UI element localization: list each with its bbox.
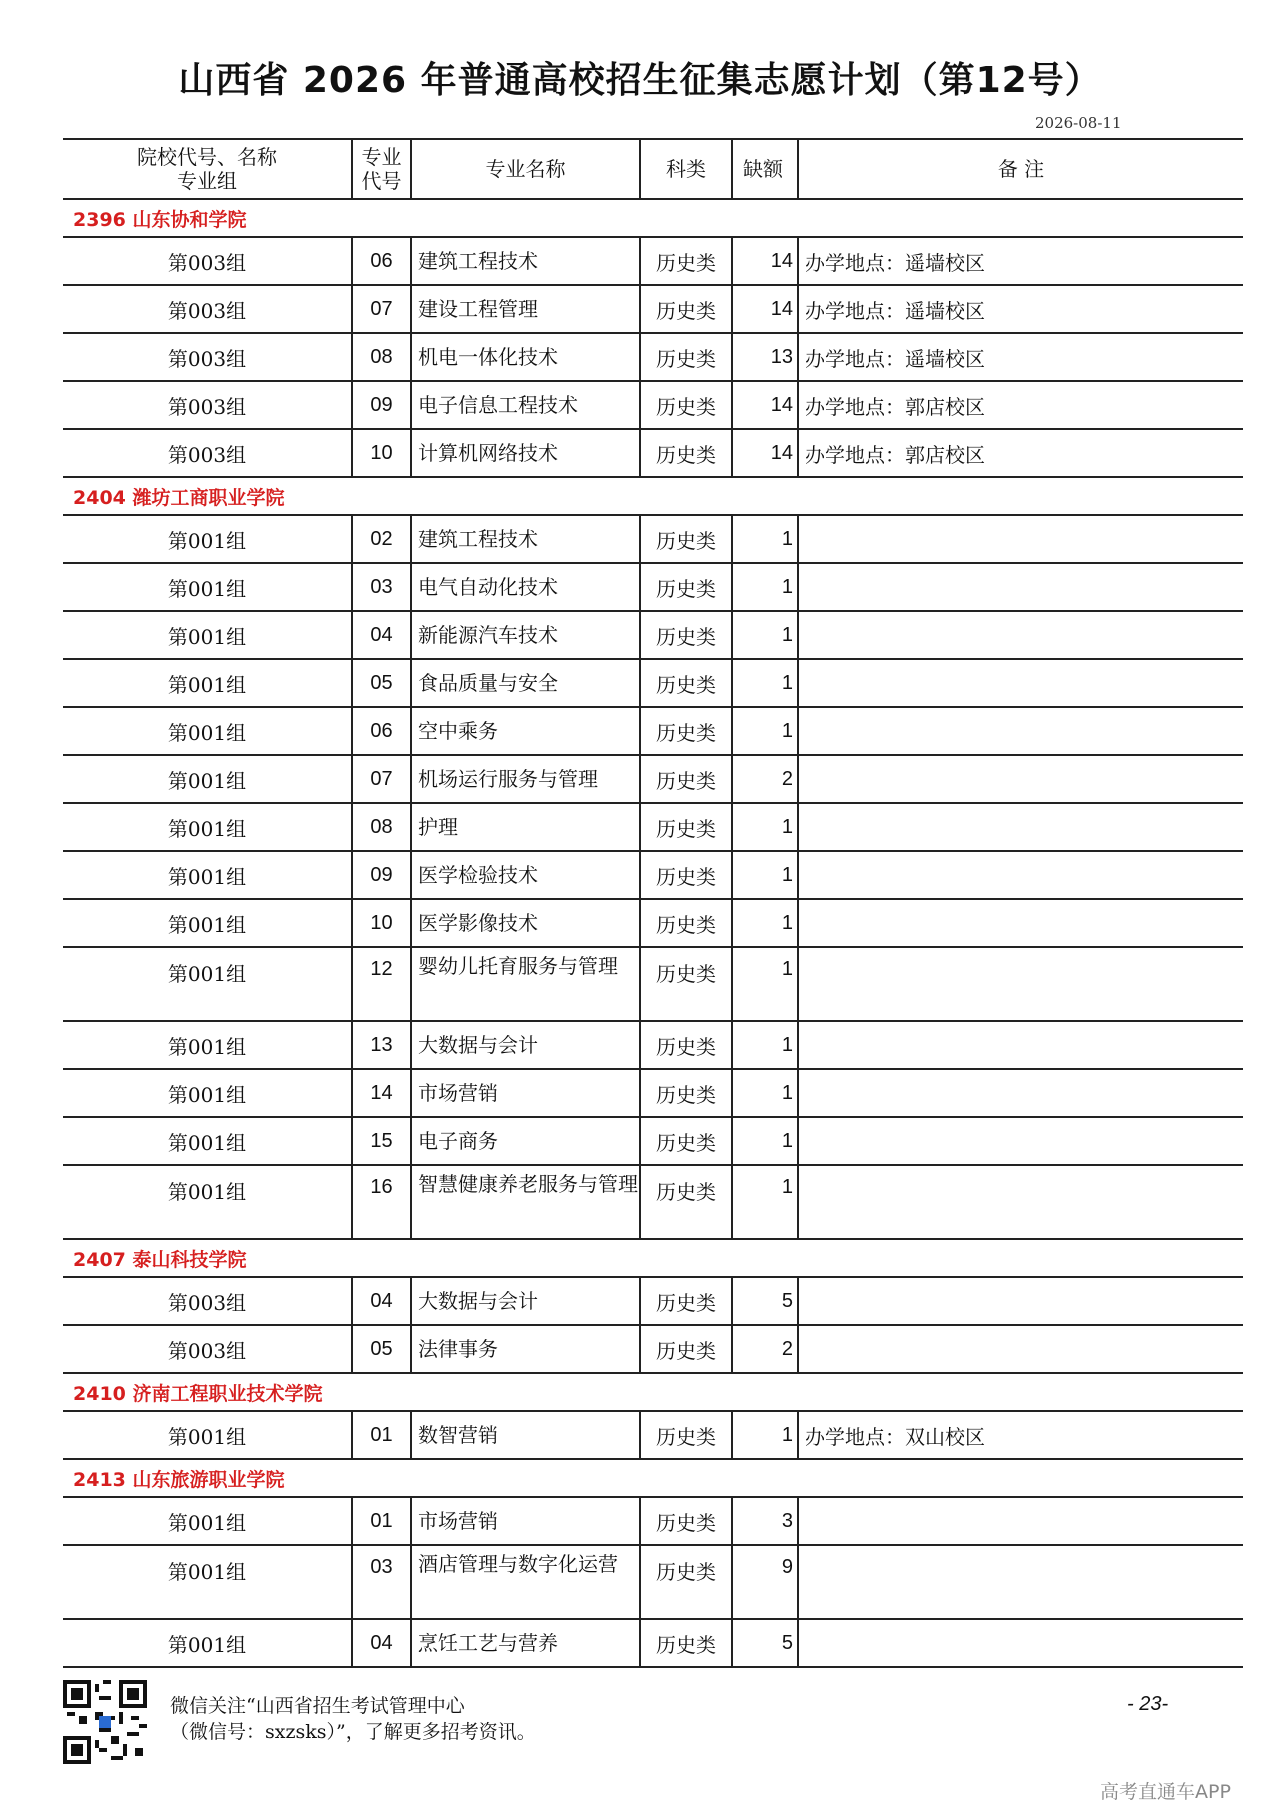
group-cell: 第001组 <box>63 1497 352 1545</box>
category-cell: 历史类 <box>640 659 732 707</box>
major-name-cell: 婴幼儿托育服务与管理 <box>411 947 640 1021</box>
category-cell: 历史类 <box>640 707 732 755</box>
note-cell <box>798 563 1243 611</box>
table-row <box>63 237 1243 285</box>
major-name-cell: 建筑工程技术 <box>411 237 640 285</box>
note-cell <box>798 1325 1243 1373</box>
group-cell: 第003组 <box>63 333 352 381</box>
group-cell: 第003组 <box>63 1277 352 1325</box>
category-cell: 历史类 <box>640 803 732 851</box>
group-cell: 第001组 <box>63 1411 352 1459</box>
group-cell: 第003组 <box>63 1325 352 1373</box>
major-name-cell: 空中乘务 <box>411 707 640 755</box>
group-cell: 第001组 <box>63 1545 352 1619</box>
major-code-cell: 14 <box>352 1069 411 1117</box>
group-cell: 第003组 <box>63 285 352 333</box>
quota-cell: 1 <box>732 1021 798 1069</box>
major-code-cell: 09 <box>352 851 411 899</box>
category-cell: 历史类 <box>640 1021 732 1069</box>
category-cell: 历史类 <box>640 333 732 381</box>
group-cell: 第001组 <box>63 1069 352 1117</box>
note-cell: 办学地点：遥墙校区 <box>798 333 1243 381</box>
table-row <box>63 707 1243 755</box>
qr-code-icon <box>63 1680 147 1764</box>
major-code-cell: 13 <box>352 1021 411 1069</box>
publish-date: 2026-08-11 <box>1035 114 1122 132</box>
major-code-cell: 10 <box>352 899 411 947</box>
header-code: 专业 代号 <box>352 139 411 199</box>
note-cell: 办学地点：双山校区 <box>798 1411 1243 1459</box>
major-code-cell: 08 <box>352 803 411 851</box>
major-code-cell: 05 <box>352 659 411 707</box>
quota-cell: 1 <box>732 803 798 851</box>
category-cell: 历史类 <box>640 1497 732 1545</box>
quota-cell: 1 <box>732 1117 798 1165</box>
group-cell: 第001组 <box>63 611 352 659</box>
note-cell <box>798 851 1243 899</box>
major-code-cell: 02 <box>352 515 411 563</box>
category-cell: 历史类 <box>640 429 732 477</box>
group-cell: 第003组 <box>63 237 352 285</box>
quota-cell: 1 <box>732 851 798 899</box>
major-code-cell: 01 <box>352 1497 411 1545</box>
table-row <box>63 1325 1243 1373</box>
school-header-row <box>63 199 1243 237</box>
quota-cell: 1 <box>732 611 798 659</box>
table-row <box>63 381 1243 429</box>
major-code-cell: 05 <box>352 1325 411 1373</box>
table-row <box>63 515 1243 563</box>
table-row <box>63 563 1243 611</box>
major-name-cell: 新能源汽车技术 <box>411 611 640 659</box>
category-cell: 历史类 <box>640 947 732 1021</box>
major-name-cell: 护理 <box>411 803 640 851</box>
category-cell: 历史类 <box>640 1411 732 1459</box>
plan-body <box>63 199 1243 1667</box>
quota-cell: 14 <box>732 429 798 477</box>
group-cell: 第001组 <box>63 563 352 611</box>
table-row <box>63 429 1243 477</box>
table-row <box>63 1497 1243 1545</box>
table-row <box>63 611 1243 659</box>
major-name-cell: 机电一体化技术 <box>411 333 640 381</box>
major-code-cell: 15 <box>352 1117 411 1165</box>
major-name-cell: 计算机网络技术 <box>411 429 640 477</box>
category-cell: 历史类 <box>640 381 732 429</box>
quota-cell: 1 <box>732 659 798 707</box>
major-code-cell: 01 <box>352 1411 411 1459</box>
school-name: 2404 潍坊工商职业学院 <box>63 477 1243 515</box>
page-title: 山西省 2026 年普通高校招生征集志愿计划（第12号） <box>178 60 1102 101</box>
table-row <box>63 947 1243 1021</box>
major-name-cell: 酒店管理与数字化运营 <box>411 1545 640 1619</box>
major-name-cell: 机场运行服务与管理 <box>411 755 640 803</box>
group-cell: 第003组 <box>63 381 352 429</box>
category-cell: 历史类 <box>640 1545 732 1619</box>
school-header-row <box>63 477 1243 515</box>
major-code-cell: 10 <box>352 429 411 477</box>
note-cell <box>798 611 1243 659</box>
quota-cell: 1 <box>732 899 798 947</box>
school-header-row <box>63 1459 1243 1497</box>
major-name-cell: 食品质量与安全 <box>411 659 640 707</box>
note-cell <box>798 899 1243 947</box>
major-code-cell: 04 <box>352 1277 411 1325</box>
quota-cell: 1 <box>732 707 798 755</box>
table-row <box>63 285 1243 333</box>
table-row <box>63 1021 1243 1069</box>
major-code-cell: 03 <box>352 563 411 611</box>
note-cell <box>798 755 1243 803</box>
major-name-cell: 建设工程管理 <box>411 285 640 333</box>
category-cell: 历史类 <box>640 563 732 611</box>
major-name-cell: 智慧健康养老服务与管理 <box>411 1165 640 1239</box>
note-cell <box>798 1117 1243 1165</box>
major-name-cell: 市场营销 <box>411 1069 640 1117</box>
category-cell: 历史类 <box>640 1277 732 1325</box>
category-cell: 历史类 <box>640 851 732 899</box>
group-cell: 第003组 <box>63 429 352 477</box>
school-name: 2410 济南工程职业技术学院 <box>63 1373 1243 1411</box>
table-row <box>63 1069 1243 1117</box>
major-code-cell: 09 <box>352 381 411 429</box>
category-cell: 历史类 <box>640 515 732 563</box>
note-cell: 办学地点：郭店校区 <box>798 381 1243 429</box>
category-cell: 历史类 <box>640 1117 732 1165</box>
note-cell <box>798 1021 1243 1069</box>
table-row <box>63 659 1243 707</box>
group-cell: 第001组 <box>63 1165 352 1239</box>
page-number: - 23- <box>1127 1693 1169 1715</box>
major-code-cell: 06 <box>352 237 411 285</box>
header-notes: 备 注 <box>798 139 1243 199</box>
plan-table <box>63 138 1243 1668</box>
table-row <box>63 1619 1243 1667</box>
quota-cell: 14 <box>732 381 798 429</box>
table-row <box>63 1545 1243 1619</box>
major-code-cell: 04 <box>352 611 411 659</box>
school-header-row <box>63 1373 1243 1411</box>
major-code-cell: 06 <box>352 707 411 755</box>
category-cell: 历史类 <box>640 899 732 947</box>
category-cell: 历史类 <box>640 1069 732 1117</box>
category-cell: 历史类 <box>640 237 732 285</box>
note-cell <box>798 707 1243 755</box>
group-cell: 第001组 <box>63 947 352 1021</box>
note-cell <box>798 1497 1243 1545</box>
table-row <box>63 333 1243 381</box>
group-cell: 第001组 <box>63 1021 352 1069</box>
header-major: 专业名称 <box>411 139 640 199</box>
group-cell: 第001组 <box>63 1117 352 1165</box>
category-cell: 历史类 <box>640 285 732 333</box>
quota-cell: 1 <box>732 1411 798 1459</box>
major-code-cell: 03 <box>352 1545 411 1619</box>
table-row <box>63 1165 1243 1239</box>
major-code-cell: 08 <box>352 333 411 381</box>
major-name-cell: 大数据与会计 <box>411 1277 640 1325</box>
major-name-cell: 烹饪工艺与营养 <box>411 1619 640 1667</box>
quota-cell: 2 <box>732 1325 798 1373</box>
major-name-cell: 电气自动化技术 <box>411 563 640 611</box>
footer-wechat-note: 微信关注“山西省招生考试管理中心 （微信号：sxzsks）”，了解更多招考资讯。 <box>170 1695 536 1743</box>
quota-cell: 5 <box>732 1619 798 1667</box>
table-row <box>63 803 1243 851</box>
group-cell: 第001组 <box>63 803 352 851</box>
note-cell <box>798 659 1243 707</box>
major-code-cell: 07 <box>352 755 411 803</box>
header-category: 科类 <box>640 139 732 199</box>
major-name-cell: 医学检验技术 <box>411 851 640 899</box>
category-cell: 历史类 <box>640 1619 732 1667</box>
table-row <box>63 1411 1243 1459</box>
major-code-cell: 12 <box>352 947 411 1021</box>
group-cell: 第001组 <box>63 707 352 755</box>
major-name-cell: 数智营销 <box>411 1411 640 1459</box>
group-cell: 第001组 <box>63 515 352 563</box>
group-cell: 第001组 <box>63 755 352 803</box>
major-name-cell: 医学影像技术 <box>411 899 640 947</box>
header-group: 院校代号、名称 专业组 <box>63 139 352 199</box>
quota-cell: 1 <box>732 1165 798 1239</box>
table-header <box>63 139 1243 199</box>
school-header-row <box>63 1239 1243 1277</box>
quota-cell: 1 <box>732 947 798 1021</box>
major-name-cell: 大数据与会计 <box>411 1021 640 1069</box>
quota-cell: 1 <box>732 563 798 611</box>
table-row <box>63 755 1243 803</box>
group-cell: 第001组 <box>63 851 352 899</box>
header-quota: 缺额 <box>732 139 798 199</box>
category-cell: 历史类 <box>640 611 732 659</box>
table-row <box>63 899 1243 947</box>
major-name-cell: 法律事务 <box>411 1325 640 1373</box>
table-row <box>63 1117 1243 1165</box>
major-name-cell: 建筑工程技术 <box>411 515 640 563</box>
category-cell: 历史类 <box>640 1325 732 1373</box>
table-row <box>63 1277 1243 1325</box>
quota-cell: 1 <box>732 1069 798 1117</box>
school-name: 2407 泰山科技学院 <box>63 1239 1243 1277</box>
note-cell: 办学地点：遥墙校区 <box>798 285 1243 333</box>
note-cell: 办学地点：遥墙校区 <box>798 237 1243 285</box>
group-cell: 第001组 <box>63 1619 352 1667</box>
quota-cell: 5 <box>732 1277 798 1325</box>
school-name: 2396 山东协和学院 <box>63 199 1243 237</box>
quota-cell: 13 <box>732 333 798 381</box>
group-cell: 第001组 <box>63 899 352 947</box>
note-cell <box>798 1545 1243 1619</box>
quota-cell: 2 <box>732 755 798 803</box>
quota-cell: 14 <box>732 285 798 333</box>
note-cell: 办学地点：郭店校区 <box>798 429 1243 477</box>
quota-cell: 3 <box>732 1497 798 1545</box>
major-name-cell: 市场营销 <box>411 1497 640 1545</box>
major-name-cell: 电子信息工程技术 <box>411 381 640 429</box>
category-cell: 历史类 <box>640 1165 732 1239</box>
group-cell: 第001组 <box>63 659 352 707</box>
note-cell <box>798 1165 1243 1239</box>
school-name: 2413 山东旅游职业学院 <box>63 1459 1243 1497</box>
note-cell <box>798 803 1243 851</box>
note-cell <box>798 947 1243 1021</box>
note-cell <box>798 1277 1243 1325</box>
category-cell: 历史类 <box>640 755 732 803</box>
note-cell <box>798 515 1243 563</box>
quota-cell: 9 <box>732 1545 798 1619</box>
quota-cell: 14 <box>732 237 798 285</box>
major-name-cell: 电子商务 <box>411 1117 640 1165</box>
major-code-cell: 16 <box>352 1165 411 1239</box>
note-cell <box>798 1619 1243 1667</box>
watermark: 高考直通车APP <box>1100 1781 1231 1803</box>
table-row <box>63 851 1243 899</box>
note-cell <box>798 1069 1243 1117</box>
major-code-cell: 07 <box>352 285 411 333</box>
quota-cell: 1 <box>732 515 798 563</box>
major-code-cell: 04 <box>352 1619 411 1667</box>
